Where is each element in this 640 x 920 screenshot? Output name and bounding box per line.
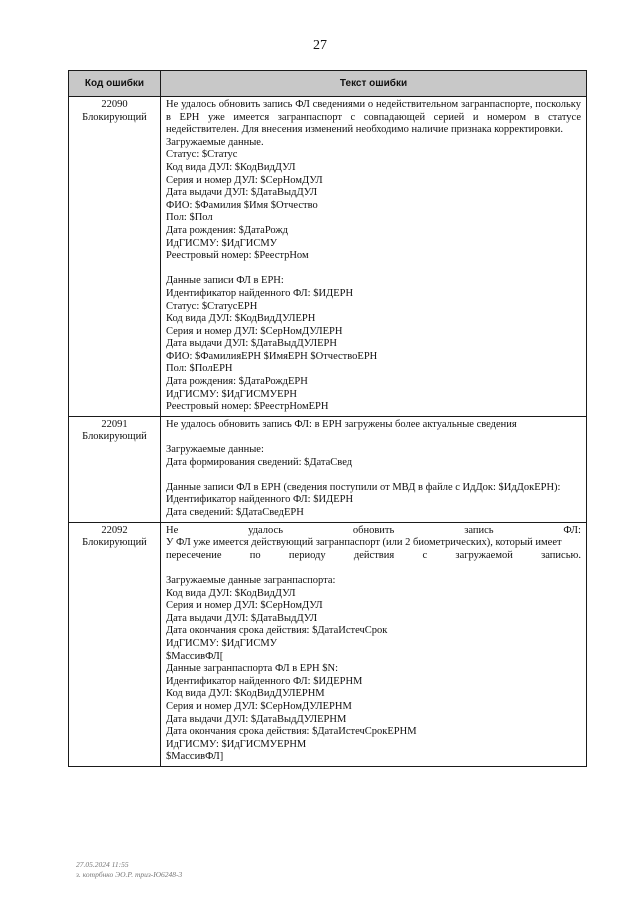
text-line: Код вида ДУЛ: $КодВидДУЛ: [166, 587, 296, 599]
error-text-cell: [161, 522, 587, 766]
error-code-cell: [69, 97, 161, 417]
blank-line: [166, 562, 581, 575]
text-line: Дата рождения: $ДатаРождЕРН: [166, 376, 308, 388]
text-line: ФИО: $Фамилия $Имя $Отчество: [166, 199, 318, 211]
text-line: Дата выдачи ДУЛ: $ДатаВыдДУЛ: [166, 612, 318, 624]
text-line: Дата выдачи ДУЛ: $ДатаВыдДУЛЕРН: [166, 338, 337, 350]
text-line: Дата окончания срока действия: $ДатаИстечСрокЕРНМ: [166, 726, 417, 738]
text-line: $МассивФЛ]: [166, 751, 224, 763]
word: периоду: [288, 549, 326, 561]
text-line: ИдГИСМУ: $ИдГИСМУ: [166, 637, 278, 649]
error-code: 22090: [101, 99, 128, 110]
word: записью.: [541, 549, 581, 561]
document-stamp: [76, 860, 182, 880]
word: удалось: [248, 524, 284, 536]
error-text-cell: [161, 416, 587, 522]
text-line: Реестровый номер: $РеестрНом: [166, 250, 309, 262]
word: запись: [464, 524, 494, 536]
table-row: [69, 416, 587, 522]
text-line: Данные загранпаспорта ФЛ в ЕРН $N:: [166, 663, 339, 675]
error-message: Не удалось обновить запись ФЛ: в ЕРН загружены более актуальные сведения: [166, 418, 517, 430]
error-code: 22092: [101, 524, 128, 536]
blank-line: [166, 469, 581, 482]
error-text-cell: [161, 97, 587, 417]
blank-line: [166, 431, 581, 444]
table-header-row: [69, 71, 587, 97]
text-line: Реестровый номер: $РеестрНомЕРН: [166, 401, 329, 413]
word: по: [249, 549, 261, 561]
text-line: ИдГИСМУ: $ИдГИСМУЕРН: [166, 388, 297, 400]
table-row: [69, 522, 587, 766]
text-line: Статус: $СтатусЕРН: [166, 300, 258, 312]
error-type: Блокирующий: [82, 111, 147, 123]
error-codes-table: [68, 70, 587, 767]
text-line: Пол: $ПолЕРН: [166, 363, 233, 375]
stamp-line-1: 27.05.2024 11:55: [76, 860, 129, 869]
word: с: [422, 549, 428, 561]
text-line: Серия и номер ДУЛ: $СерНомДУЛ: [166, 600, 323, 612]
text-line: Загружаемые данные загранпаспорта:: [166, 574, 336, 586]
error-type: Блокирующий: [82, 537, 147, 549]
text-line: Дата выдачи ДУЛ: $ДатаВыдДУЛ: [166, 187, 318, 199]
text-line: ИдГИСМУ: $ИдГИСМУ: [166, 237, 278, 249]
text-line: Код вида ДУЛ: $КодВидДУЛ: [166, 161, 296, 173]
text-line: Дата рождения: $ДатаРожд: [166, 224, 289, 236]
error-message-line-1: [166, 525, 581, 538]
error-message-line-2: У ФЛ уже имеется действующий загранпаспорт (или 2 биометрических), который имеет: [166, 537, 562, 549]
text-line: $МассивФЛ[: [166, 650, 224, 662]
text-line: Серия и номер ДУЛ: $СерНомДУЛ: [166, 174, 323, 186]
blank-line: [166, 263, 581, 276]
text-line: Серия и номер ДУЛ: $СерНомДУЛЕРНМ: [166, 700, 352, 712]
text-line: Дата формирования сведений: $ДатаСвед: [166, 456, 353, 468]
text-line: ФИО: $ФамилияЕРН $ИмяЕРН $ОтчествоЕРН: [166, 350, 378, 362]
text-line: Идентификатор найденного ФЛ: $ИДЕРН: [166, 287, 354, 299]
text-line: Код вида ДУЛ: $КодВидДУЛЕРН: [166, 313, 316, 325]
header-error-text: Текст ошибки: [161, 71, 587, 97]
error-type: Блокирующий: [82, 431, 147, 443]
text-line: Загружаемые данные.: [166, 136, 264, 148]
word: загружаемой: [455, 549, 513, 561]
error-message: Не удалось обновить запись ФЛ сведениями о недействительном загранпаспорте, поскольку в ЕРН уже имеется загранпаспорт с совпадающей серией и номером в статусе недействителен. Для внесения изменений необходимо наличие признака корректировки.: [166, 99, 581, 136]
word: ФЛ:: [563, 524, 581, 536]
text-line: Идентификатор найденного ФЛ: $ИДЕРН: [166, 494, 354, 506]
text-line: Пол: $Пол: [166, 212, 213, 224]
text-line: Идентификатор найденного ФЛ: $ИДЕРНМ: [166, 675, 363, 687]
word: Не: [166, 524, 179, 536]
text-line: Данные записи ФЛ в ЕРН:: [166, 275, 284, 287]
stamp-line-2: з. котрбнко ЭО.Р. триз-Ю6248-3: [76, 870, 183, 879]
uploaded-data-block: [166, 137, 581, 263]
text-line: Дата окончания срока действия: $ДатаИстечСрок: [166, 625, 388, 637]
word: обновить: [352, 524, 395, 536]
page-number: 27: [313, 38, 327, 53]
text-line: Загружаемые данные:: [166, 444, 264, 456]
error-message-line-3: [166, 550, 581, 563]
error-code-cell: [69, 522, 161, 766]
ern-data-block: [166, 275, 581, 414]
header-error-code: Код ошибки: [69, 71, 161, 97]
text-line: ИдГИСМУ: $ИдГИСМУЕРНМ: [166, 738, 307, 750]
error-code-cell: [69, 416, 161, 522]
text-line: Статус: $Статус: [166, 149, 238, 161]
word: пересечение: [166, 549, 222, 561]
text-line: Данные записи ФЛ в ЕРН (сведения поступили от МВД в файле с ИдДок: $ИдДокЕРН):: [166, 481, 561, 493]
text-line: Дата сведений: $ДатаСведЕРН: [166, 507, 304, 518]
text-line: Серия и номер ДУЛ: $СерНомДУЛЕРН: [166, 325, 343, 337]
error-code: 22091: [101, 418, 128, 430]
text-line: Код вида ДУЛ: $КодВидДУЛЕРНМ: [166, 688, 325, 700]
table-row: [69, 97, 587, 417]
word: действия: [353, 549, 395, 561]
text-line: Дата выдачи ДУЛ: $ДатаВыдДУЛЕРНМ: [166, 713, 347, 725]
